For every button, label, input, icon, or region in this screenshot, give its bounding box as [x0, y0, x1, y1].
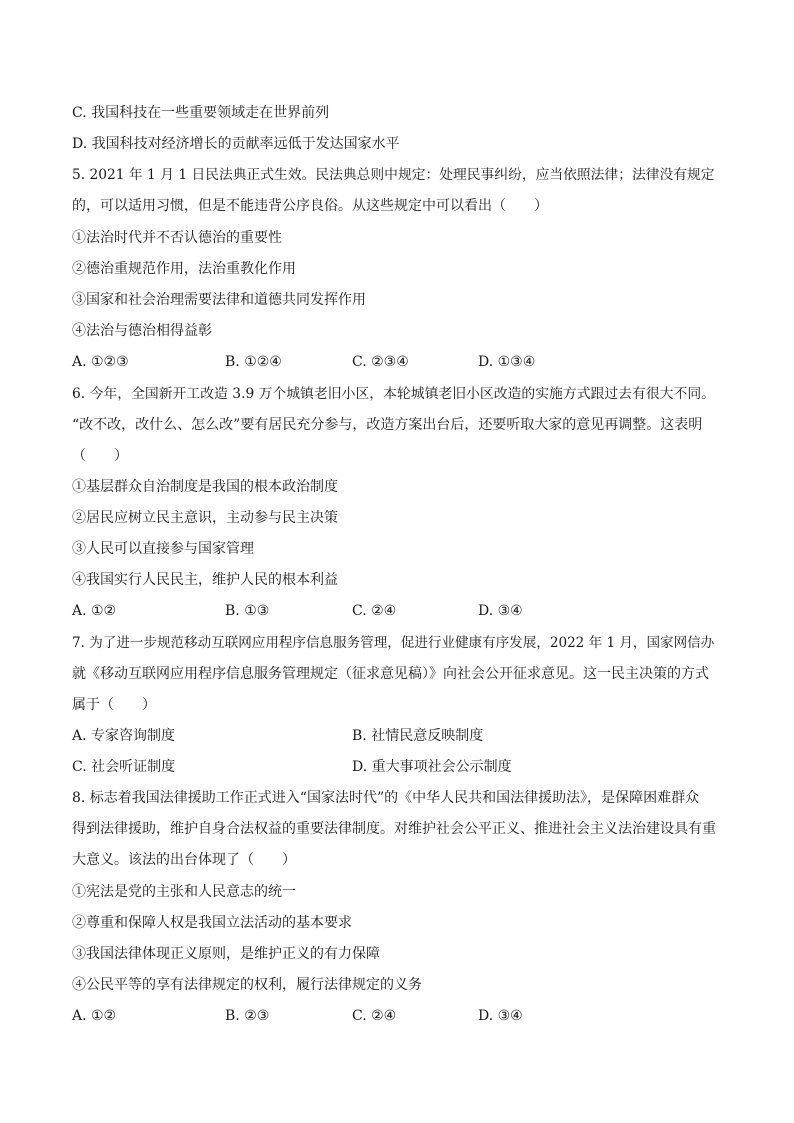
q8-stem-line2: 得到法律援助，维护自身合法权益的重要法律制度。对维护社会公平正义、推进社会主义法治建设具有重	[72, 821, 716, 837]
q8-options	[72, 1006, 722, 1026]
q5-option-a: A. ①②③	[72, 354, 129, 370]
q8-item-3: ③我国法律体现正义原则，是维护正义的有力保障	[72, 946, 380, 962]
q8-stem-line1: 8. 标志着我国法律援助工作正式进入“国家法时代”的《中华人民共和国法律援助法》，是保障困难群众	[72, 790, 700, 806]
q6-options	[72, 601, 722, 621]
q7-option-b: B. 社情民意反映制度	[352, 728, 484, 744]
q5-option-d: D. ①③④	[478, 354, 536, 370]
q8-item-2: ②尊重和保障人权是我国立法活动的基本要求	[72, 915, 352, 931]
q8-option-d: D. ③④	[478, 1008, 523, 1024]
q7-option-a: A. 专家咨询制度	[72, 728, 176, 744]
exam-page	[72, 0, 722, 1123]
q5-item-1: ①法治时代并不否认德治的重要性	[72, 230, 282, 246]
q4-option-c: C. 我国科技在一些重要领域走在世界前列	[72, 105, 330, 121]
q8-option-a: A. ①②	[72, 1008, 117, 1024]
q6-stem-line1: 6. 今年，全国新开工改造 3.9 万个城镇老旧小区，本轮城镇老旧小区改造的实施方式跟过去有很大不同。	[72, 386, 715, 402]
q8-stem-line3: 大意义。该法的出台体现了（ ）	[72, 852, 296, 868]
q5-options	[72, 352, 722, 372]
q7-options-row2	[72, 757, 722, 777]
q6-option-b: B. ①③	[225, 603, 270, 619]
q6-option-a: A. ①②	[72, 603, 117, 619]
q5-stem-line2: 的，可以适用习惯，但是不能违背公序良俗。从这些规定中可以看出（ ）	[72, 198, 548, 214]
q5-item-4: ④法治与德治相得益彰	[72, 323, 212, 339]
q6-item-1: ①基层群众自治制度是我国的根本政治制度	[72, 479, 338, 495]
q6-item-3: ③人民可以直接参与国家管理	[72, 541, 254, 557]
q8-item-4: ④公民平等的享有法律规定的权利，履行法律规定的义务	[72, 977, 422, 993]
q8-item-1: ①宪法是党的主张和人民意志的统一	[72, 884, 296, 900]
q5-option-b: B. ①②④	[225, 354, 282, 370]
q5-item-3: ③国家和社会治理需要法律和道德共同发挥作用	[72, 292, 366, 308]
q7-stem-line3: 属于（ ）	[72, 697, 156, 713]
q8-option-b: B. ②③	[225, 1008, 270, 1024]
q5-item-2: ②德治重规范作用，法治重教化作用	[72, 261, 296, 277]
q7-stem-line1: 7. 为了进一步规范移动互联网应用程序信息服务管理，促进行业健康有序发展，2022 年 1 月，国家网信办	[72, 635, 715, 651]
q6-stem-line3: （ ）	[72, 448, 128, 464]
q7-stem-line2: 就《移动互联网应用程序信息服务管理规定（征求意见稿）》向社会公开征求意见。这一民主决策的方式	[72, 666, 709, 682]
q8-option-c: C. ②④	[352, 1008, 397, 1024]
q6-option-d: D. ③④	[478, 603, 523, 619]
q7-option-c: C. 社会听证制度	[72, 759, 176, 775]
q4-option-d: D. 我国科技对经济增长的贡献率远低于发达国家水平	[72, 136, 400, 152]
q5-stem-line1: 5. 2021 年 1 月 1 日民法典正式生效。民法典总则中规定：处理民事纠纷，应当依照法律；法律没有规定	[72, 167, 715, 183]
q6-option-c: C. ②④	[352, 603, 397, 619]
q6-item-2: ②居民应树立民主意识，主动参与民主决策	[72, 510, 338, 526]
q7-option-d: D. 重大事项社会公示制度	[352, 759, 512, 775]
q6-item-4: ④我国实行人民民主，维护人民的根本利益	[72, 572, 338, 588]
q6-stem-line2: “改不改，改什么、怎么改”要有居民充分参与，改造方案出台后，还要听取大家的意见再调整。这表明	[72, 417, 703, 433]
q7-options-row1	[72, 726, 722, 746]
q5-option-c: C. ②③④	[352, 354, 409, 370]
